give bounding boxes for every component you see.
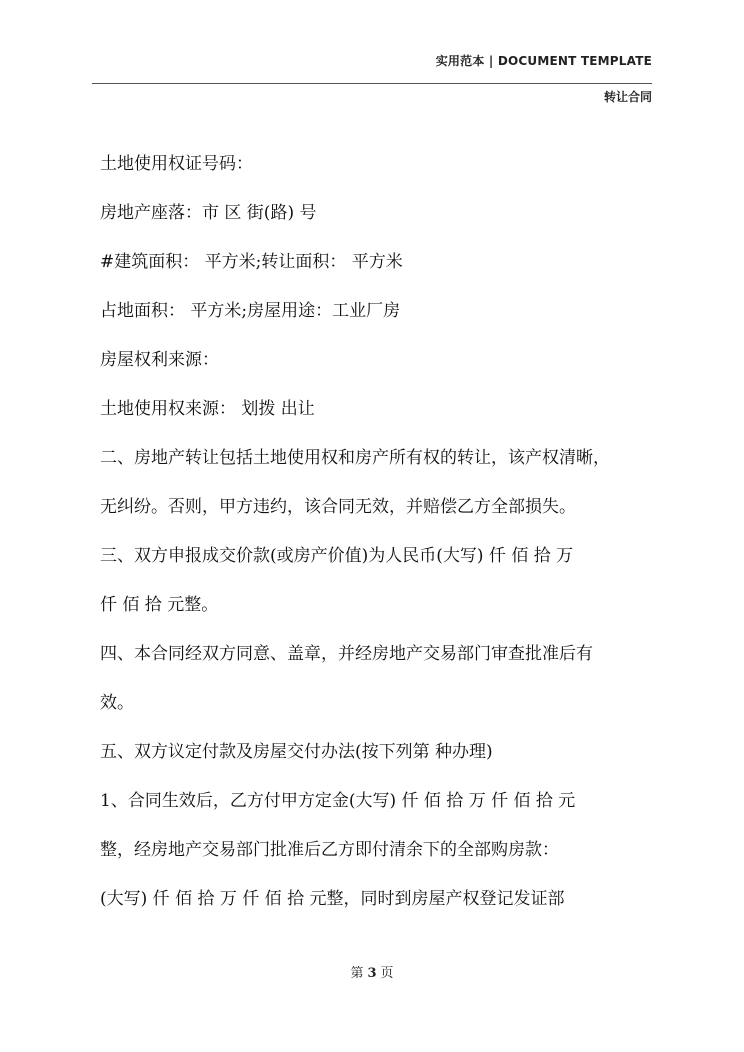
header-rule	[92, 83, 652, 84]
header-subtitle: 转让合同	[603, 90, 652, 104]
body-line-1: 土地使用权证号码：	[100, 154, 253, 174]
body-line-4: 占地面积： 平方米;房屋用途：工业厂房	[100, 301, 401, 321]
body-line-16: (大写) 仟 佰 拾 万 仟 佰 拾 元整，同时到房屋产权登记发证部	[100, 889, 565, 909]
body-line-10: 仟 佰 拾 元整。	[100, 595, 219, 615]
body-line-9: 三、双方申报成交价款(或房产价值)为人民币(大写) 仟 佰 拾 万	[100, 546, 574, 566]
body-line-3: #建筑面积： 平方米;转让面积： 平方米	[100, 252, 403, 272]
document-body	[100, 140, 660, 924]
body-line-7: 二、房地产转让包括土地使用权和房产所有权的转让，该产权清晰，	[100, 448, 610, 468]
body-line-8: 无纠纷。否则，甲方违约，该合同无效，并赔偿乙方全部损失。	[100, 497, 576, 517]
body-line-5: 房屋权利来源：	[100, 350, 219, 370]
body-line-11: 四、本合同经双方同意、盖章，并经房地产交易部门审查批准后有	[100, 644, 593, 664]
footer-prefix: 第	[350, 966, 364, 981]
body-line-12: 效。	[100, 693, 134, 713]
body-line-15: 整，经房地产交易部门批准后乙方即付清余下的全部购房款：	[100, 840, 559, 860]
body-line-2: 房地产座落：市 区 街(路) 号	[100, 203, 317, 223]
body-line-13: 五、双方议定付款及房屋交付办法(按下列第 种办理)	[100, 742, 493, 762]
page-number: 3	[367, 966, 377, 981]
body-line-6: 土地使用权来源： 划拨 出让	[100, 399, 315, 419]
footer-suffix: 页	[380, 966, 394, 981]
header-tag: 实用范本 | DOCUMENT TEMPLATE	[435, 54, 652, 68]
body-line-14: 1、合同生效后，乙方付甲方定金(大写) 仟 佰 拾 万 仟 佰 拾 元	[100, 791, 576, 811]
page-footer	[0, 962, 744, 981]
